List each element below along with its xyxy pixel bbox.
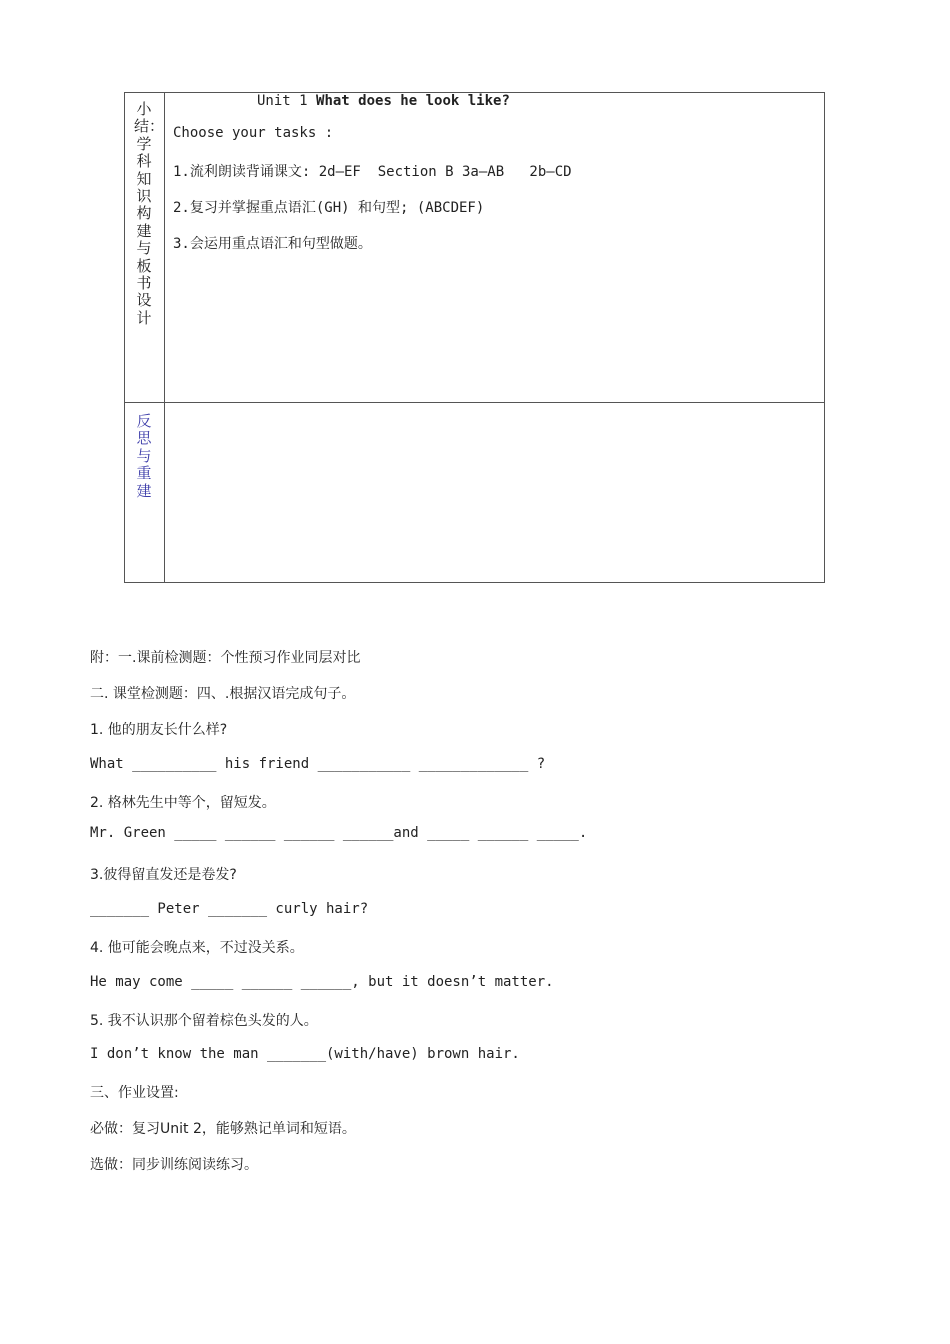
reflection-label: 反思与重建: [136, 412, 152, 500]
summary-content: [173, 93, 818, 402]
homework-optional: 选做：同步训练阅读练习。: [90, 1157, 258, 1173]
question-5-cn: 5. 我不认识那个留着棕色头发的人。: [90, 1013, 318, 1029]
question-3-cn: 3.彼得留直发还是卷发?: [90, 867, 237, 883]
summary-row: [125, 93, 824, 403]
appendix-line-1: 附：一.课前检测题：个性预习作业同层对比: [90, 650, 361, 666]
homework-heading: 三、作业设置:: [90, 1085, 179, 1101]
homework-required: 必做：复习Unit 2，能够熟记单词和短语。: [90, 1121, 356, 1137]
question-2-cn: 2. 格林先生中等个，留短发。: [90, 795, 276, 811]
question-5-en: I don’t know the man _______(with/have) brown hair.: [90, 1046, 520, 1062]
question-1-cn: 1. 他的朋友长什么样?: [90, 722, 228, 738]
reflection-row: [125, 403, 824, 582]
unit-label: Unit 1: [257, 93, 317, 109]
appendix-line-2: 二. 课堂检测题：四、.根据汉语完成句子。: [90, 686, 356, 702]
question-1-en: What __________ his friend ___________ _____________ ?: [90, 756, 546, 772]
summary-label: 小结：学科知识构建与板书设计: [134, 100, 165, 327]
task-3: 3.会运用重点语汇和句型做题。: [173, 236, 372, 252]
question-4-cn: 4. 他可能会晚点来，不过没关系。: [90, 940, 304, 956]
task-1: 1.流利朗读背诵课文: 2d—EF Section B 3a—AB 2b—CD: [173, 164, 572, 180]
reflection-content: [173, 403, 818, 582]
question-3-en: _______ Peter _______ curly hair?: [90, 901, 369, 917]
task-2: 2.复习并掌握重点语汇(GH) 和句型; (ABCDEF): [173, 200, 485, 216]
unit-question: What does he look like?: [316, 93, 510, 109]
reflection-label-cell: [125, 403, 165, 582]
choose-tasks: Choose your tasks :: [173, 125, 334, 141]
question-4-en: He may come _____ ______ ______, but it doesn’t matter.: [90, 974, 554, 990]
lesson-table: [124, 92, 825, 583]
summary-label-cell: [125, 93, 165, 402]
question-2-en: Mr. Green _____ ______ ______ ______and _____ ______ _____.: [90, 825, 588, 841]
unit-title: [257, 93, 510, 109]
